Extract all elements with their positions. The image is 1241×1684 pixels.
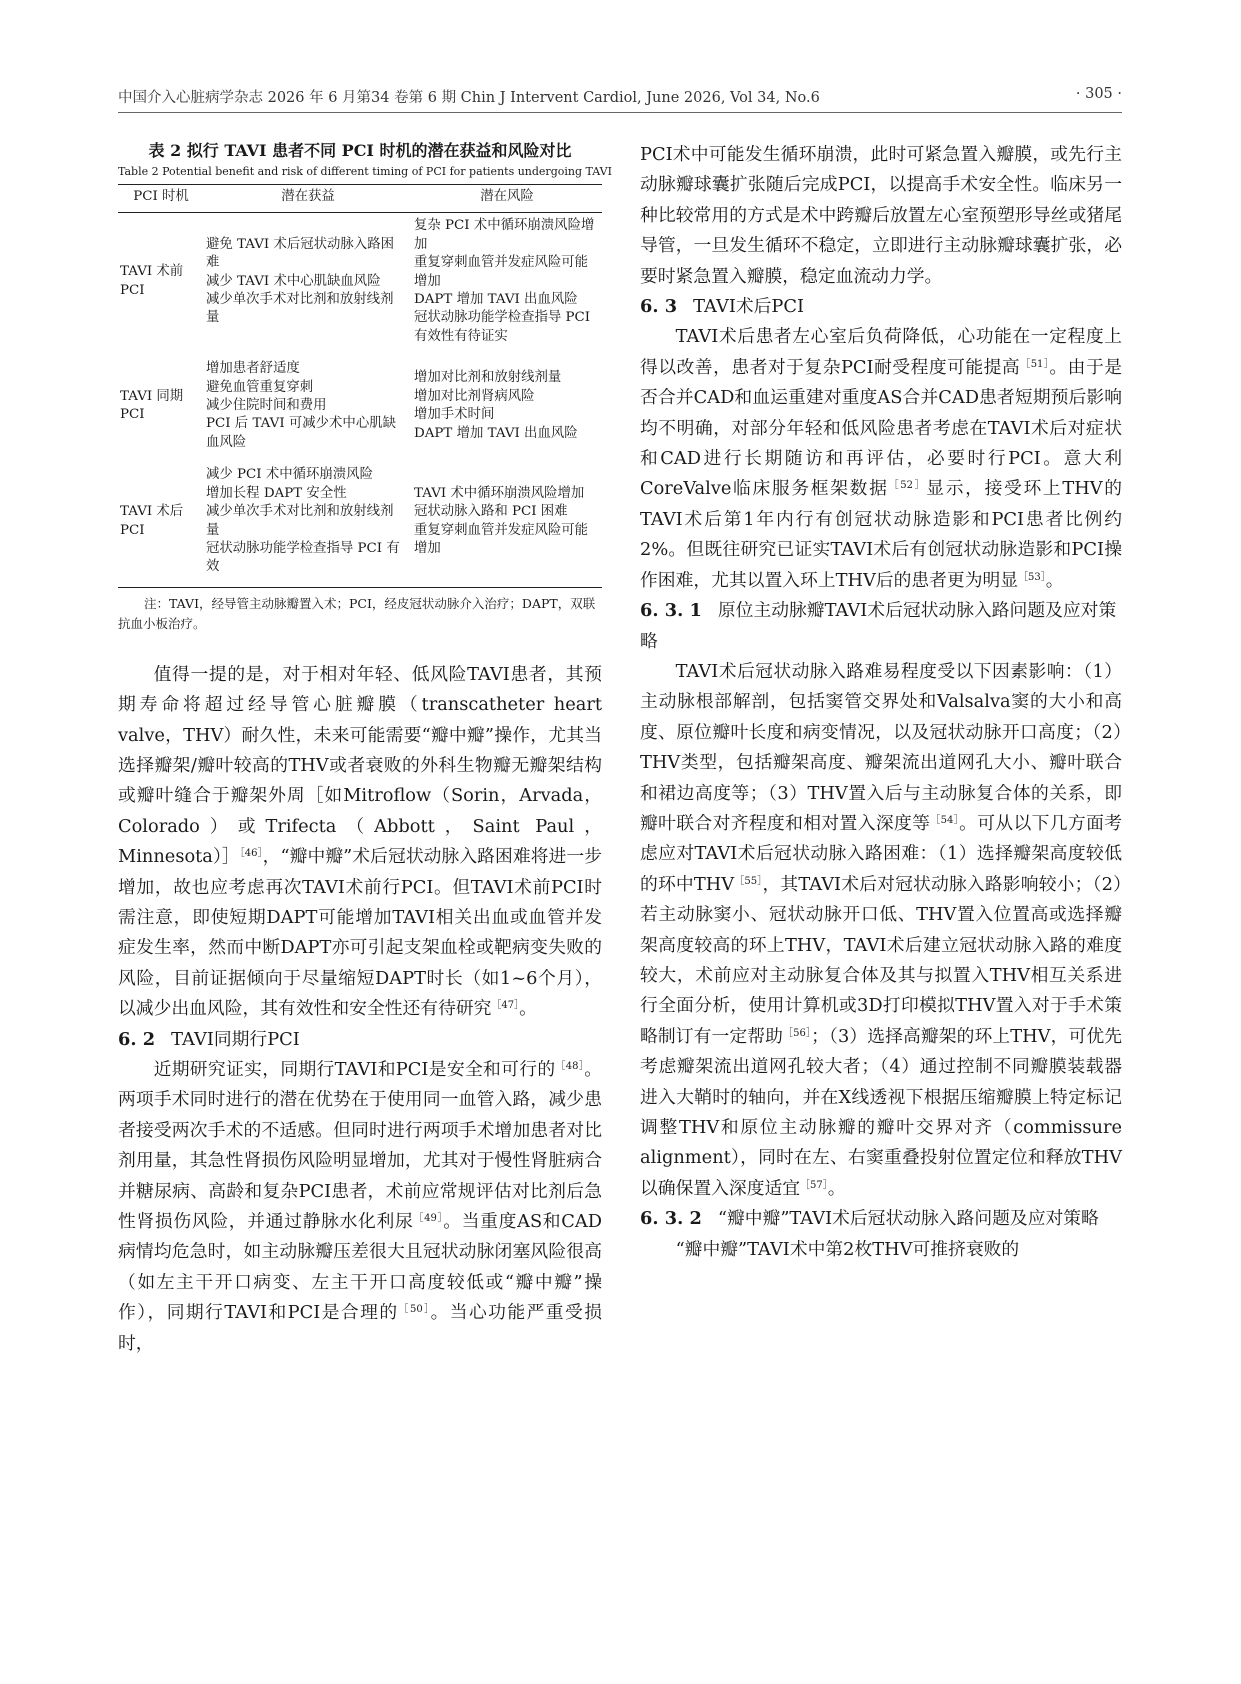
table-header-cell: PCI 时机 [118, 185, 204, 213]
benefit-cell [204, 462, 412, 587]
text-run: 。 [827, 1177, 846, 1199]
citation-ref: ［47］ [491, 1000, 520, 1012]
text-run: 。两项手术同时进行的潜在优势在于使用同一血管入路，减少患者接受两次手术的不适感。但同时进行两项手术增加患者对比剂用量，其急性肾损伤风险明显增加，尤其对于慢性肾脏病合并糖尿病、高龄和复杂PCI患者，术前应常规评估对比剂后急性肾损伤风险，并通过静脉水化利尿 [118, 1059, 602, 1233]
citation-ref: ［56］ [783, 1027, 812, 1039]
benefit-item: 避免血管重复穿刺 [206, 379, 314, 395]
table-2 [118, 184, 602, 588]
section-title: “瓣中瓣”TAVI术后冠状动脉入路问题及应对策略 [717, 1208, 1099, 1230]
citation-ref: ［49］ [413, 1213, 444, 1225]
risk-cell [412, 213, 602, 356]
section-heading-6-3-1 [640, 596, 1122, 657]
risk-item: 增加对比剂肾病风险 [414, 388, 535, 404]
left-column [118, 140, 612, 1359]
risk-item: 冠状动脉入路和 PCI 困难 [414, 504, 568, 520]
text-run: 。当重度AS和CAD病情均危急时，如主动脉瓣压差很大且冠状动脉闭塞风险很高（如左主干开口病变、左主干开口高度较低或“瓣中瓣”操作），同期行TAVI和PCI是合理的 [118, 1211, 602, 1324]
text-run: ，“瓣中瓣”术后冠状动脉入路困难将进一步增加，故也应考虑再次TAVI术前行PCI。但TAVI术前PCI时需注意，即使短期DAPT可能增加TAVI相关出血或血管并发症发生率，然而中断DAPT亦可引起支架血栓或靶病变失败的风险，目前证据倾向于尽量缩短DAPT时长（如1~6个月），以减少出血风险，其有效性和安全性还有待研究 [118, 846, 602, 1020]
benefit-item: 增加长程 DAPT 安全性 [206, 485, 347, 501]
risk-cell [412, 462, 602, 587]
citation-ref: ［52］ [888, 480, 927, 492]
paragraph [640, 322, 1122, 596]
benefit-item: PCI 后 TAVI 可减少术中心肌缺血风险 [206, 416, 396, 450]
page-number: · 305 · [1075, 86, 1122, 102]
benefit-item: 冠状动脉功能学检查指导 PCI 有效 [206, 540, 400, 575]
benefit-item: 减少 TAVI 术中心肌缺血风险 [206, 273, 381, 289]
text-run: 近期研究证实，同期行TAVI和PCI是安全和可行的 [153, 1059, 556, 1080]
section-number: 6. 3. 2 [640, 1208, 702, 1230]
text-run: TAVI术后冠状动脉入路难易程度受以下因素影响：（1）主动脉根部解剖，包括窦管交界处和Valsalva窦的大小和高度、原位瓣叶长度和病变情况，以及冠状动脉开口高度；（2）THV类型，包括瓣架高度、瓣架流出道网孔大小、瓣叶联合和裙边高度等；（3）THV置入后与主动脉复合体的关系，即瓣叶联合对齐程度和相对置入深度等 [640, 660, 1122, 834]
text-run: ，其TAVI术后对冠状动脉入路影响较小；（2）若主动脉窦小、冠状动脉开口低、THV置入位置高或选择瓣架高度较高的环上THV，TAVI术后建立冠状动脉入路的难度较大，术前应对主动脉复合体及其与拟置入THV相互关系进行全面分析，使用计算机或3D打印模拟THV置入对于手术策略制订有一定帮助 [640, 873, 1122, 1047]
paragraph [118, 1055, 602, 1359]
benefit-item: 减少住院时间和费用 [206, 398, 327, 414]
risk-item: 增加手术时间 [414, 407, 495, 423]
section-number: 6. 3 [640, 296, 678, 318]
timing-cell: TAVI 术后 PCI [118, 462, 204, 587]
risk-item: TAVI 术中循环崩溃风险增加 [414, 485, 585, 501]
right-column [640, 140, 1122, 1265]
table-header-cell: 潜在风险 [412, 185, 602, 213]
risk-item: 增加对比剂和放射线剂量 [414, 370, 562, 386]
paragraph: “瓣中瓣”TAVI术中第2枚THV可推挤衰败的 [675, 1238, 1020, 1260]
text-run: ；（3）选择高瓣架的环上THV，可优先考虑瓣架流出道网孔较大者；（4）通过控制不同瓣膜装载器进入大鞘时的轴向，并在X线透视下根据压缩瓣膜上特定标记调整THV和原位主动脉瓣的瓣叶交界对齐（commissure alignment），同时在左、右窦重叠投射位置定位和释放THV以确保置入深度适宜 [640, 1025, 1122, 1199]
section-title: TAVI术后PCI [693, 296, 805, 318]
text-run: 。可从以下几方面考虑应对TAVI术后冠状动脉入路困难：（1）选择瓣架高度较低的环中THV [640, 812, 1122, 895]
section-title: TAVI同期行PCI [171, 1028, 300, 1050]
citation-ref: ［57］ [800, 1179, 828, 1191]
risk-cell [412, 356, 602, 462]
paragraph [640, 657, 1122, 1204]
table-header-row [118, 185, 602, 213]
risk-item: 冠状动脉功能学检查指导 PCI 有效性有待证实 [414, 310, 591, 344]
text-run: 值得一提的是，对于相对年轻、低风险TAVI患者，其预期寿命将超过经导管心脏瓣膜（transcatheter heart valve，THV）耐久性，未来可能需要“瓣中瓣”操作，尤其当选择瓣架/瓣叶较高的THV或者衰败的外科生物瓣无瓣架结构或瓣叶缝合于瓣架外周［如Mitroflow（Sorin，Arvada，Colorado）或Trifecta（Abbott，Saint Paul，Minnesota）］ [118, 663, 602, 868]
timing-cell: TAVI 同期 PCI [120, 388, 184, 423]
table-row [118, 462, 602, 587]
risk-item: 复杂 PCI 术中循环崩溃风险增加 [414, 218, 595, 252]
citation-ref: ［53］ [1018, 571, 1046, 583]
benefit-item: 增加患者舒适度 [206, 361, 300, 377]
section-heading-6-2 [118, 1025, 602, 1055]
text-run: 。当心功能严重受损时， [118, 1302, 603, 1354]
risk-item: 重复穿刺血管并发症风险可能增加 [414, 522, 589, 556]
section-heading-6-3-2 [640, 1204, 1122, 1234]
journal-citation: 中国介入心脏病学杂志 2026 年 6 月第34 卷第 6 期 Chin J Intervent Cardiol, June 2026, Vol 34, No.6 [118, 90, 820, 106]
section-number: 6. 3. 1 [640, 600, 702, 622]
table-row [118, 356, 602, 462]
benefit-cell [204, 213, 412, 356]
text-run: 。由于是否合并CAD和血运重建对重度AS合并CAD患者短期预后影响均不明确，对部分年轻和低风险患者考虑在TAVI术后对症状和CAD进行长期随访和再评估，必要时行PCI。意大利CoreValve临床服务框架数据 [640, 356, 1122, 500]
running-header [118, 86, 1122, 113]
table-note: 注：TAVI，经导管主动脉瓣置入术；PCI，经皮冠状动脉介入治疗；DAPT，双联抗血小板治疗。 [118, 595, 596, 631]
table-title-en: Table 2 Potential benefit and risk of different timing of PCI for patients undergoing TAVI [118, 165, 612, 178]
table-title: 表 2 拟行 TAVI 患者不同 PCI 时机的潜在获益和风险对比 [148, 141, 572, 160]
paragraph: PCI术中可能发生循环崩溃，此时可紧急置入瓣膜，或先行主动脉瓣球囊扩张随后完成PCI，以提高手术安全性。临床另一种比较常用的方式是术中跨瓣后放置左心室预塑形导丝或猪尾导管，一旦发生循环不稳定，立即进行主动脉瓣球囊扩张，必要时紧急置入瓣膜，稳定血流动力学。 [640, 144, 1122, 287]
citation-ref: ［46］ [239, 848, 263, 860]
text-run: 。 [519, 998, 537, 1020]
table-row [118, 213, 602, 356]
risk-item: DAPT 增加 TAVI 出血风险 [414, 425, 578, 441]
citation-ref: ［48］ [555, 1061, 585, 1072]
section-title: 原位主动脉瓣TAVI术后冠状动脉入路问题及应对策略 [640, 600, 1117, 652]
timing-cell: TAVI 术前 PCI [120, 264, 184, 298]
table-header-cell: 潜在获益 [204, 185, 412, 213]
benefit-item: 减少 PCI 术中循环崩溃风险 [206, 467, 373, 483]
citation-ref: ［51］ [1020, 358, 1050, 370]
citation-ref: ［54］ [930, 814, 960, 826]
citation-ref: ［50］ [398, 1304, 431, 1316]
risk-item: DAPT 增加 TAVI 出血风险 [414, 292, 578, 308]
risk-item: 重复穿刺血管并发症风险可能增加 [414, 255, 589, 289]
citation-ref: ［55］ [734, 875, 763, 887]
benefit-item: 减少单次手术对比剂和放射线剂量 [206, 504, 394, 538]
section-heading-6-3 [640, 292, 1122, 322]
benefit-item: 减少单次手术对比剂和放射线剂量 [206, 292, 394, 326]
section-number: 6. 2 [118, 1028, 156, 1050]
text-run: TAVI术后患者左心室后负荷降低，心功能在一定程度上得以改善，患者对于复杂PCI耐受程度可能提高 [640, 326, 1122, 378]
text-run: 显示，接受环上THV的TAVI术后第1年内行有创冠状动脉造影和PCI患者比例约2%。但既往研究已证实TAVI术后有创冠状动脉造影和PCI操作困难，尤其以置入环上THV后的患者更为明显 [640, 478, 1122, 591]
text-run: 。 [1045, 569, 1064, 591]
paragraph [118, 660, 602, 1025]
benefit-item: 避免 TAVI 术后冠状动脉入路困难 [206, 236, 394, 271]
benefit-cell [204, 356, 412, 462]
